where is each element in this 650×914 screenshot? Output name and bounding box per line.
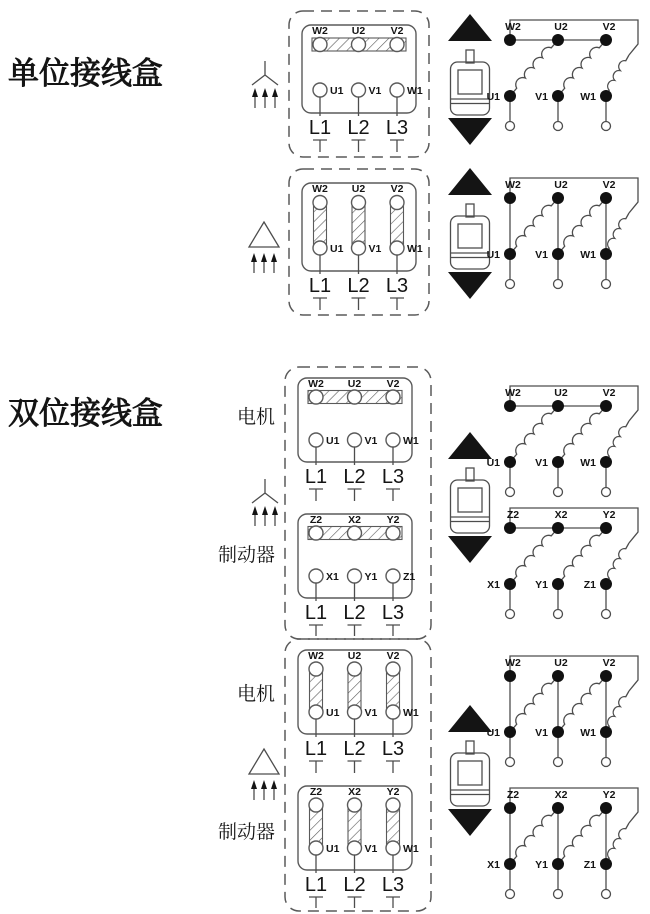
terminal-label: W1 — [403, 435, 419, 447]
delta-connection-icon — [249, 222, 279, 273]
cable-entry-marks — [309, 897, 400, 908]
terminal-label: V1 — [364, 435, 378, 447]
line-terminal-label: L3 — [381, 466, 405, 488]
winding-label: Z2 — [506, 509, 520, 521]
hoist-updown-icon — [448, 168, 492, 299]
motor-label: 电机 — [237, 684, 276, 705]
line-terminal-label: L2 — [347, 117, 370, 139]
winding-label: V1 — [535, 727, 548, 739]
winding-label: Y1 — [535, 579, 548, 591]
bridge-wire — [510, 508, 638, 543]
winding-coil — [510, 40, 558, 96]
terminal-label: V1 — [368, 85, 382, 97]
line-terminal-label: L2 — [347, 275, 370, 297]
winding-label: W2 — [505, 21, 521, 33]
line-terminal-label: L1 — [308, 117, 332, 139]
line-terminal-label: L2 — [343, 874, 366, 896]
terminal-label: W2 — [308, 650, 324, 662]
winding-label: U2 — [554, 179, 568, 191]
winding-coil — [510, 406, 558, 462]
line-terminal-label: L1 — [304, 602, 328, 624]
line-terminal-label: L1 — [304, 874, 328, 896]
winding-diagram-delta-brake — [487, 788, 638, 899]
terminal-label: Z2 — [309, 786, 323, 798]
winding-label: W1 — [580, 727, 596, 739]
terminal-label: V1 — [364, 843, 378, 855]
winding-label: U2 — [554, 657, 568, 669]
winding-coil — [558, 676, 606, 732]
terminal-label: X2 — [348, 514, 361, 526]
terminal-label: W1 — [403, 843, 419, 855]
winding-label: W2 — [505, 179, 521, 191]
line-terminal-label: L3 — [385, 117, 409, 139]
winding-diagram-delta-motor — [487, 656, 638, 767]
winding-label: U1 — [486, 91, 500, 103]
terminal-box-delta-single — [289, 169, 429, 315]
cable-entry-marks — [309, 489, 400, 501]
terminal-label: U2 — [351, 25, 366, 37]
winding-label: Y1 — [535, 859, 548, 871]
cable-entry-marks — [313, 140, 404, 152]
winding-coil — [606, 421, 629, 462]
line-terminal-label: L2 — [343, 466, 366, 488]
winding-label: W2 — [505, 387, 521, 399]
winding-label: V1 — [535, 249, 548, 261]
line-terminal-label: L2 — [343, 602, 366, 624]
terminal-label: W2 — [308, 378, 324, 390]
terminal-label: U1 — [326, 707, 340, 719]
winding-label: Z1 — [583, 859, 596, 871]
line-terminal-label: L3 — [381, 874, 405, 896]
bridge-wire — [510, 20, 638, 55]
winding-label: V1 — [535, 91, 548, 103]
winding-coil — [510, 198, 558, 254]
winding-label: V2 — [602, 179, 616, 191]
terminal-label: W2 — [312, 25, 328, 37]
winding-label: W2 — [505, 657, 521, 669]
winding-coil — [558, 808, 606, 864]
terminal-box-star-double — [285, 367, 431, 639]
winding-label: W1 — [580, 91, 596, 103]
winding-label: U2 — [554, 387, 568, 399]
terminal-label: V1 — [368, 243, 382, 255]
bridge-wire — [510, 386, 638, 421]
terminal-label: W1 — [407, 85, 423, 97]
terminal-label: U2 — [347, 378, 362, 390]
terminal-label: U1 — [330, 243, 344, 255]
line-terminal-label: L1 — [304, 738, 328, 760]
section-title-single: 单位接线盒 — [8, 56, 163, 91]
cable-entry-marks — [309, 761, 400, 773]
winding-label: Y2 — [602, 789, 616, 801]
terminal-label: V1 — [364, 707, 378, 719]
winding-label: V1 — [535, 457, 548, 469]
cable-entry-marks — [313, 298, 404, 310]
terminal-box-delta-double — [285, 639, 431, 911]
winding-label: X1 — [487, 579, 500, 591]
winding-coil — [558, 528, 606, 584]
winding-label: Z1 — [583, 579, 596, 591]
terminal-label: U2 — [351, 183, 366, 195]
terminal-label: Y1 — [364, 571, 378, 583]
section-title-double: 双位接线盒 — [8, 396, 163, 431]
terminal-label: W1 — [403, 707, 419, 719]
hoist-updown-icon — [448, 432, 492, 563]
terminal-label: V2 — [386, 650, 400, 662]
terminal-label: V2 — [390, 25, 404, 37]
winding-label: Y2 — [602, 509, 616, 521]
star-connection-icon — [252, 479, 278, 526]
motor-label: 电机 — [237, 407, 276, 428]
terminal-label: X1 — [326, 571, 339, 583]
hoist-updown-icon — [448, 14, 492, 145]
winding-coil — [606, 213, 629, 254]
line-terminal-label: L3 — [385, 275, 409, 297]
brake-label: 制动器 — [218, 545, 276, 566]
star-connection-icon — [252, 61, 278, 108]
cable-entry-marks — [309, 625, 400, 636]
line-terminal-label: L3 — [381, 602, 405, 624]
winding-label: W1 — [580, 457, 596, 469]
winding-label: U1 — [486, 457, 500, 469]
winding-label: V2 — [602, 387, 616, 399]
winding-coil — [606, 543, 629, 584]
terminal-label: W1 — [407, 243, 423, 255]
line-terminal-label: L1 — [308, 275, 332, 297]
terminal-label: W2 — [312, 183, 328, 195]
winding-coil — [606, 823, 629, 864]
winding-diagram-delta-motor — [487, 178, 638, 289]
winding-label: W1 — [580, 249, 596, 261]
delta-connection-icon — [249, 749, 279, 800]
terminal-label: X2 — [348, 786, 361, 798]
brake-label: 制动器 — [218, 822, 276, 843]
winding-diagram-star-motor — [487, 386, 638, 497]
winding-coil — [558, 40, 606, 96]
line-terminal-label: L3 — [381, 738, 405, 760]
terminal-label: U1 — [326, 435, 340, 447]
terminal-label: U1 — [326, 843, 340, 855]
winding-coil — [606, 691, 629, 732]
hoist-updown-icon — [448, 705, 492, 836]
winding-coil — [558, 406, 606, 462]
terminal-label: U1 — [330, 85, 344, 97]
winding-label: V2 — [602, 21, 616, 33]
terminal-label: Y2 — [386, 514, 400, 526]
terminal-label: V2 — [386, 378, 400, 390]
winding-label: U2 — [554, 21, 568, 33]
bridge-wire — [510, 178, 638, 213]
winding-coil — [510, 528, 558, 584]
winding-coil — [606, 55, 629, 96]
winding-label: U1 — [486, 249, 500, 261]
terminal-label: V2 — [390, 183, 404, 195]
bridge-wire — [510, 788, 638, 823]
terminal-label: Y2 — [386, 786, 400, 798]
line-terminal-label: L2 — [343, 738, 366, 760]
bridge-wire — [510, 656, 638, 691]
winding-label: X2 — [554, 789, 568, 801]
winding-label: X2 — [554, 509, 568, 521]
winding-diagram-star-motor — [487, 20, 638, 131]
terminal-label: Z1 — [403, 571, 416, 583]
line-terminal-label: L1 — [304, 466, 328, 488]
winding-label: U1 — [486, 727, 500, 739]
terminal-label: Z2 — [309, 514, 323, 526]
winding-label: V2 — [602, 657, 616, 669]
winding-label: X1 — [487, 859, 500, 871]
terminal-label: U2 — [347, 650, 362, 662]
winding-coil — [510, 676, 558, 732]
winding-diagram-star-brake — [487, 508, 638, 619]
winding-coil — [558, 198, 606, 254]
winding-coil — [510, 808, 558, 864]
terminal-box-star-single — [289, 11, 429, 157]
winding-label: Z2 — [506, 789, 520, 801]
